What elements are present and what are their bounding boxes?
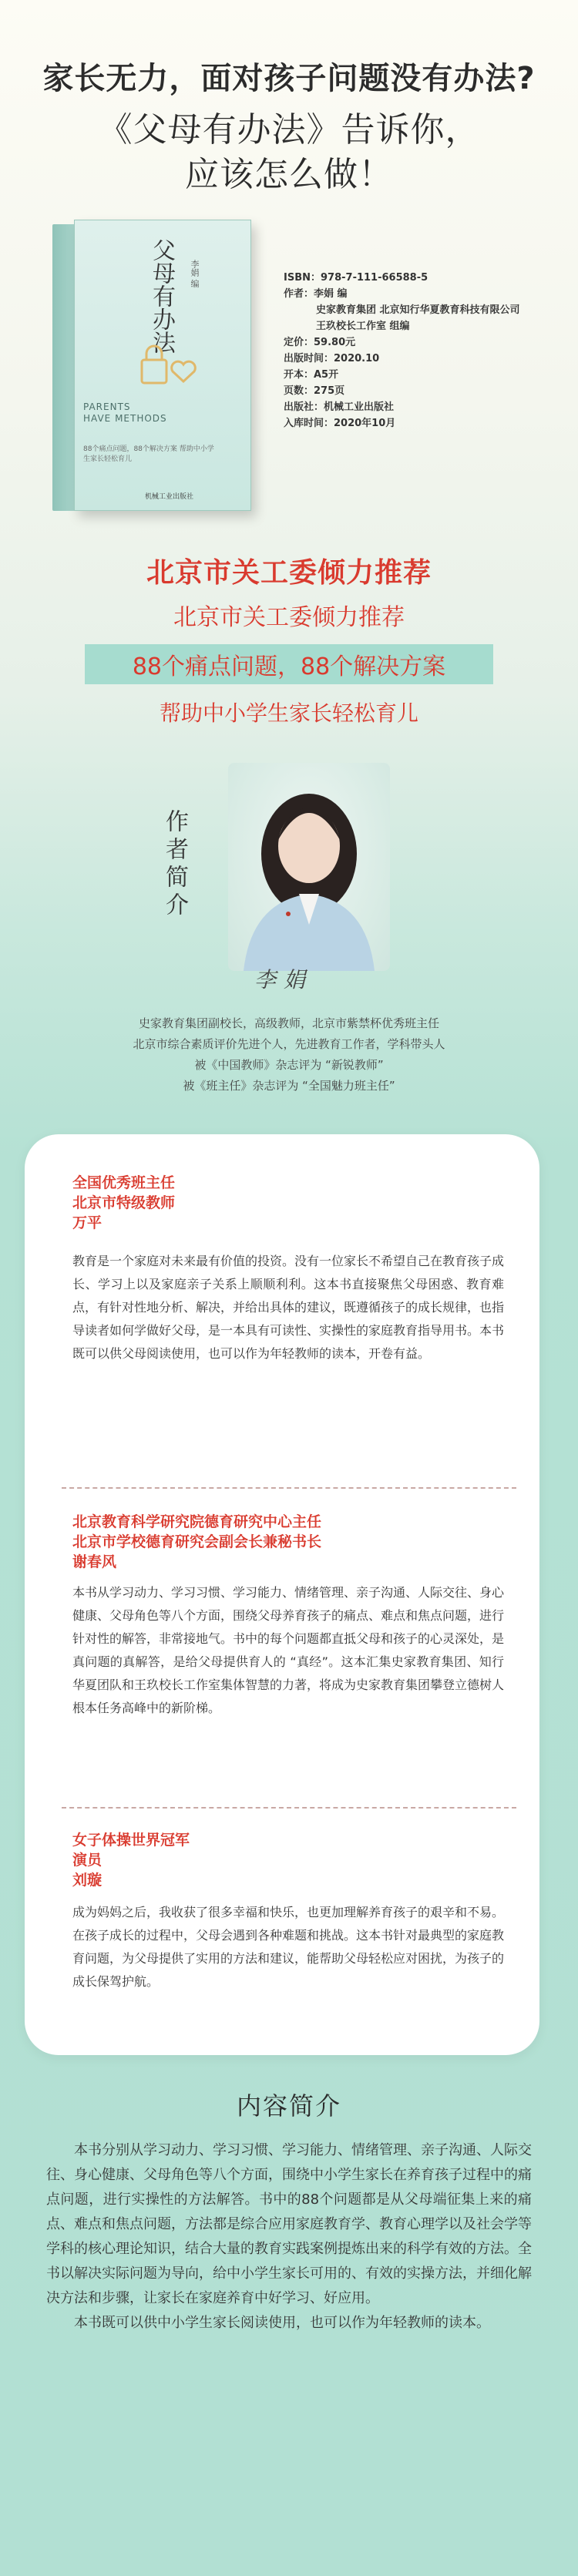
author-portrait-icon	[228, 763, 390, 971]
author-photo	[228, 763, 390, 971]
recommend-headline: 北京市关工委倾力推荐	[146, 557, 432, 589]
author-line: 作者：李娟 编	[284, 288, 348, 300]
intro-paragraph-1: 本书分别从学习动力、学习习惯、学习能力、情绪管理、亲子沟通、人际交往、身心健康、父母角色等八个方面，围绕中小学生家长在养育孩子过程中的痛点问题，进行实操性的方法解答。书中的88个问题都是从父母端征集上来的痛点、难点和焦点问题，方法都是综合应用家庭教育学、教育心理学以及社会学等学科的核心理论知识，结合大量的教育实践案例提炼出来的科学有效的方法。全书以解决实际问题为导向，给中小学生家长可用的、有效的实操方法，并细化解决方法和步骤，让家长在家庭养育中好学习、好应用。	[46, 2142, 532, 2306]
book-spine	[52, 224, 76, 511]
review-1	[72, 1173, 504, 1365]
subheadline-2: 应该怎么做！	[185, 155, 393, 194]
book-cover-image	[52, 220, 253, 512]
intro-body	[46, 2138, 532, 2336]
review-2	[72, 1512, 504, 1720]
review-divider-2	[62, 1807, 516, 1809]
price: 定价：59.80元	[284, 337, 356, 348]
lock-heart-icon	[139, 343, 200, 389]
stock-date: 入库时间：2020年10月	[284, 418, 396, 429]
pub-date: 出版时间：2020.10	[284, 353, 380, 364]
subheadline-1: 《父母有办法》告诉你，	[98, 110, 480, 149]
recommend-help: 帮助中小学生家长轻松育儿	[159, 700, 418, 726]
intro-title: 内容简介	[236, 2091, 341, 2121]
cover-english-title: PARENTS HAVE METHODS	[83, 401, 167, 424]
review-1-title: 全国优秀班主任 北京市特级教师 万平	[72, 1174, 176, 1231]
recommend-band-text: 88个痛点问题，88个解决方案	[132, 653, 446, 680]
isbn: ISBN：978-7-111-66588-5	[284, 272, 428, 284]
author-signature: 李娟	[254, 967, 314, 992]
cover-editor: 李娟 编	[190, 260, 200, 288]
review-3	[72, 1830, 504, 1993]
intro-paragraph-2: 本书既可以供中小学生家长阅读使用，也可以作为年轻教师的读本。	[74, 2315, 490, 2331]
cover-publisher: 机械工业出版社	[145, 493, 194, 501]
review-1-body: 教育是一个家庭对未来最有价值的投资。没有一位家长不希望自己在教育孩子成长、学习上以及家庭亲子关系上顺顺利利。这本书直接聚焦父母困惑、教育难点，有针对性地分析、解决，并给出具体的建议，既遵循孩子的成长规律，也指导读者如何学做好父母，是一本具有可读性、实操性的家庭教育指导用书。本书既可以供父母阅读使用，也可以作为年轻教师的读本，开卷有益。	[72, 1254, 505, 1361]
recommend-subline: 北京市关工委倾力推荐	[173, 604, 405, 631]
review-3-title: 女子体操世界冠军 演员 刘璇	[72, 1832, 190, 1889]
review-2-body: 本书从学习动力、学习习惯、学习能力、情绪管理、亲子沟通、人际交往、身心健康、父母角色等八个方面，围绕父母养育孩子的痛点、难点和焦点问题，进行针对性的解答，非常接地气。书中的每个问题都直抵父母和孩子的心灵深处，是真问题的真解答，是给父母提供育人的 “真经”。这本汇集史家教育集团、知行华夏团队和王玖校长工作室集体智慧的力著，将成为史家教育集团攀登立德树人根本任务高峰中的新阶梯。	[72, 1585, 505, 1715]
format: 开本：A5开	[284, 369, 339, 381]
pages: 页数：275页	[284, 385, 345, 397]
cover-blurb: 88个痛点问题，88个解决方案 帮助中小学生家长轻松育儿	[83, 445, 214, 463]
author-bio: 史家教育集团副校长，高级教师，北京市紫禁杯优秀班主任 北京市综合素质评价先进个人，先进教育工作者，学科带头人 被《中国教师》杂志评为 “新锐教师” 被《班主任》杂志评为 “全国魅力班主任”	[133, 1016, 445, 1093]
review-divider-1	[62, 1487, 516, 1489]
review-2-title: 北京教育科学研究院德育研究中心主任 北京市学校德育研究会副会长兼秘书长 谢春风	[72, 1513, 322, 1570]
author-orgs: 史家教育集团 北京知行华夏教育科技有限公司	[316, 304, 520, 316]
cover-title: 父母有办法	[148, 238, 175, 354]
book-info	[284, 270, 569, 432]
headline: 家长无力，面对孩子问题没有办法?	[42, 61, 536, 96]
author-section-label: 作者简介	[161, 809, 188, 920]
publisher: 出版社：机械工业出版社	[284, 401, 395, 413]
author-orgs-2: 王玖校长工作室 组编	[316, 321, 410, 332]
review-3-body: 成为妈妈之后，我收获了很多幸福和快乐，也更加理解养育孩子的艰辛和不易。在孩子成长的过程中，父母会遇到各种难题和挑战。这本书针对最典型的家庭教育问题，为父母提供了实用的方法和建议，能帮助父母轻松应对困扰，为孩子的成长保驾护航。	[72, 1905, 505, 1989]
